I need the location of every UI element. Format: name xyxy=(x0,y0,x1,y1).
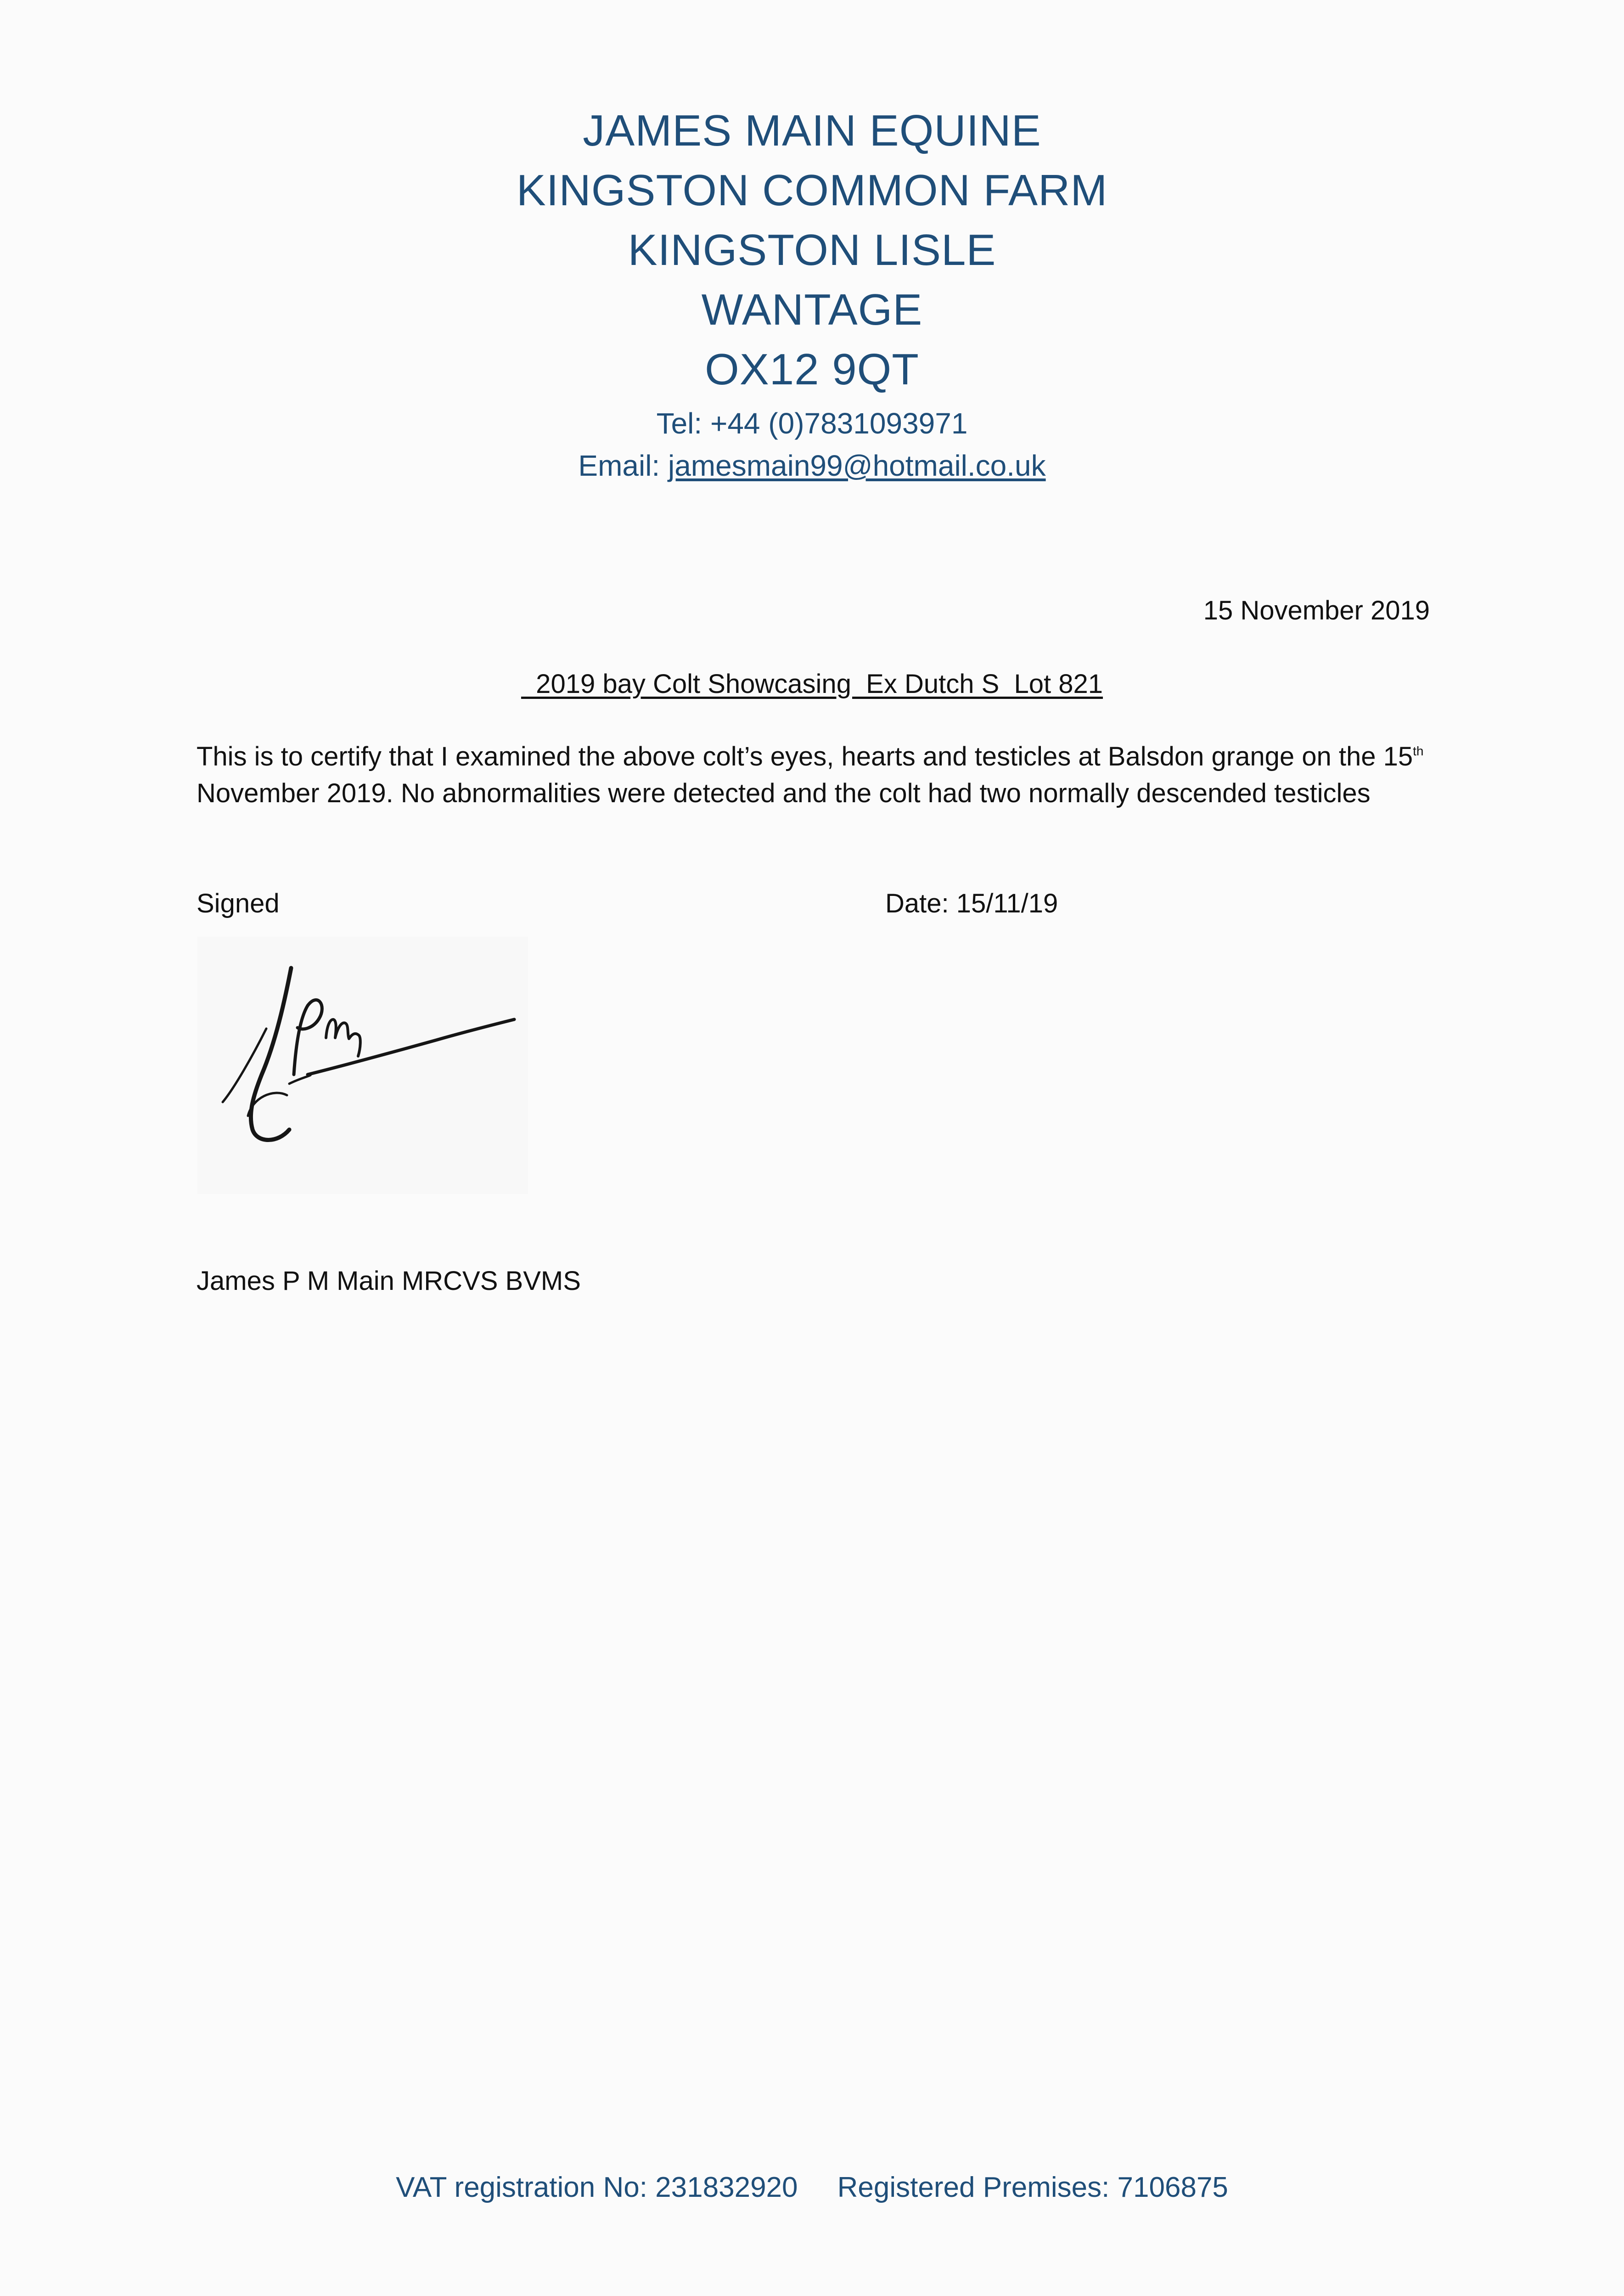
subject-line xyxy=(0,666,1624,703)
email-line xyxy=(0,445,1624,487)
letter-date: 15 November 2019 xyxy=(1203,596,1430,625)
letterhead xyxy=(0,101,1624,487)
email-label: Email: xyxy=(578,449,668,482)
certificate-body xyxy=(197,738,1436,812)
signer-name: James P M Main MRCVS BVMS xyxy=(197,1266,581,1296)
address-line-2: KINGSTON LISLE xyxy=(628,225,996,275)
company-name: JAMES MAIN EQUINE xyxy=(583,106,1041,155)
telephone: Tel: +44 (0)7831093971 xyxy=(656,407,968,440)
body-text-part-2: November 2019. No abnormalities were detected and the colt had two normally descended testicles xyxy=(197,778,1371,808)
address-town: WANTAGE xyxy=(701,285,923,334)
handwritten-signature xyxy=(197,937,528,1194)
body-text-part-1: This is to certify that I examined the above colt’s eyes, hearts and testicles at Balsdon grange on the 15 xyxy=(197,742,1413,771)
footer xyxy=(0,2168,1624,2207)
registered-premises: Registered Premises: 7106875 xyxy=(837,2172,1228,2203)
address-postcode: OX12 9QT xyxy=(705,345,919,394)
email-link[interactable]: jamesmain99@hotmail.co.uk xyxy=(668,449,1046,482)
footer-gap xyxy=(798,2172,837,2203)
ordinal-suffix: th xyxy=(1413,744,1424,758)
address-line-1: KINGSTON COMMON FARM xyxy=(516,166,1108,215)
vat-number: VAT registration No: 231832920 xyxy=(396,2172,798,2203)
signature-date: Date: 15/11/19 xyxy=(885,889,1058,918)
subject-text: 2019 bay Colt Showcasing Ex Dutch S Lot 821 xyxy=(521,669,1103,699)
signed-label: Signed xyxy=(197,889,280,918)
